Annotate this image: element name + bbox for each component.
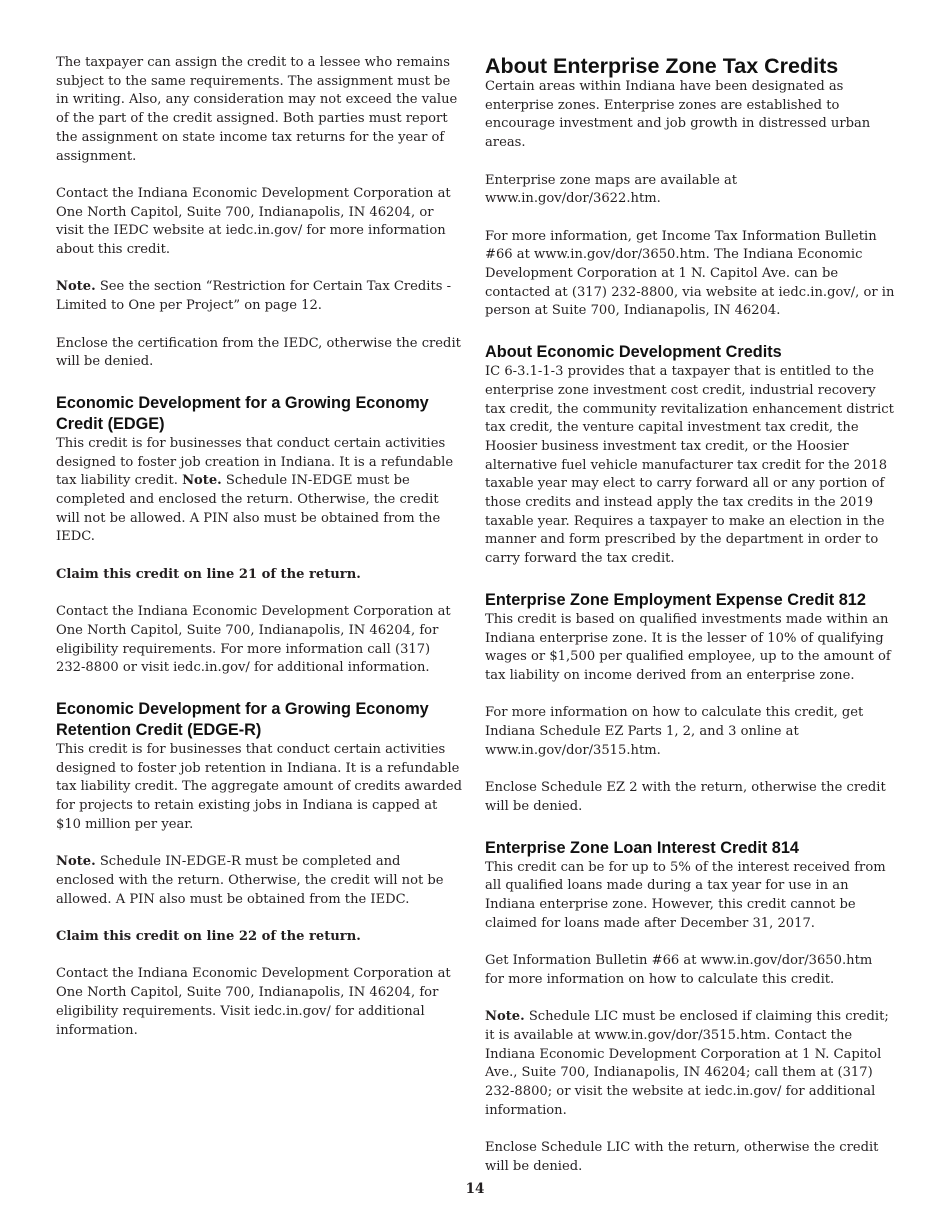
- ez-employment-enclose: Enclose Schedule EZ 2 with the return, otherwise the credit will be denied.: [485, 780, 886, 814]
- edge-description: [56, 435, 462, 547]
- ez-loan-interest-body: This credit can be for up to 5% of the interest received from all qualified loans made during a tax year for use in an Indiana enterprise zone. However, this credit cannot be claimed for loans made after December 31, 2017.: [485, 859, 886, 931]
- edge-claim-text: Claim this credit on line 21 of the return.: [56, 566, 361, 582]
- note-restriction-text: See the section “Restriction for Certain Tax Credits - Limited to One per Project” on page 12.: [56, 279, 452, 314]
- econ-dev-credits-heading: About Economic Development Credits: [485, 343, 782, 362]
- ez-intro-paragraph: Certain areas within Indiana have been designated as enterprise zones. Enterprise zones are established to encourage investment and job growth in distressed urban areas.: [485, 79, 871, 151]
- edge-r-heading: Economic Development for a Growing Economy Retention Credit (EDGE-R): [56, 700, 429, 740]
- edge-heading: Economic Development for a Growing Economy Credit (EDGE): [56, 393, 429, 433]
- ez-employment-more-info: For more information on how to calculate this credit, get Indiana Schedule EZ Parts 1, 2, and 3 online at www.in.gov/dor/3515.htm.: [485, 705, 864, 758]
- ez-more-info-paragraph: For more information, get Income Tax Information Bulletin #66 at www.in.gov/dor/3650.htm. The Indiana Economic Development Corporation at 1 N. Capitol Ave. can be contacted at (317) 232-8800, via website at iedc.in.gov/, or in person at Suite 700, Indianapolis, IN 46204.: [485, 228, 895, 319]
- edge-r-note-label: Note.: [56, 854, 96, 870]
- edge-r-contact-paragraph: Contact the Indiana Economic Development Corporation at One North Capitol, Suite 700, Indianapolis, IN 46204, for eligibility requirements. Visit iedc.in.gov/ for additional information.: [56, 966, 451, 1038]
- ez-loan-note-label: Note.: [485, 1009, 525, 1025]
- note-restriction-paragraph: [56, 278, 462, 315]
- edge-desc-start: This credit is for businesses that conduct certain activities designed to foster job creation in Indiana. It is a refundable tax liability credit.: [56, 435, 454, 489]
- ez-loan-interest-bulletin: Get Information Bulletin #66 at www.in.gov/dor/3650.htm for more information on how to calculate this credit.: [485, 953, 873, 987]
- contact-iedc-paragraph: Contact the Indiana Economic Development Corporation at One North Capitol, Suite 700, Indianapolis, IN 46204, or visit the IEDC website at iedc.in.gov/ for more information about this credit.: [56, 185, 451, 258]
- edge-r-note-text: Schedule IN-EDGE-R must be completed and enclosed with the return. Otherwise, the credit will not be allowed. A PIN also must be obtained from the IEDC.: [56, 854, 444, 907]
- enclose-certification-paragraph: Enclose the certification from the IEDC, otherwise the credit will be denied.: [56, 335, 461, 370]
- edge-r-claim-text: Claim this credit on line 22 of the return.: [56, 929, 361, 945]
- edge-r-claim-line: [56, 928, 462, 947]
- edge-r-description: This credit is for businesses that conduct certain activities designed to foster job retention in Indiana. It is a refundable tax liability credit. The aggregate amount of credits awarded for projects to retain existing jobs in Indiana is capped at $10 million per year.: [56, 742, 463, 832]
- econ-dev-credits-body: IC 6-3.1-1-3 provides that a taxpayer that is entitled to the enterprise zone investment cost credit, industrial recovery tax credit, the community revitalization enhancement district tax credit, the venture capital investment tax credit, the Hoosier business investment tax credit, or the Hoosier alternative fuel vehicle manufacturer tax credit for the 2018 taxable year may elect to carry forward all or any portion of those credits and instead apply the tax credits in the 2019 taxable year. Requires a taxpayer to make an election in the manner and form prescribed by the department in order to carry forward the tax credit.: [485, 364, 894, 567]
- edge-contact-paragraph: Contact the Indiana Economic Development Corporation at One North Capitol, Suite 700, Indianapolis, IN 46204, for eligibility requirements. For more information call (317) 232-8800 or visit iedc.in.gov/ for additional information.: [56, 604, 451, 676]
- left-column: [56, 54, 462, 1040]
- ez-employment-body: This credit is based on qualified investments made within an Indiana enterprise zone. It is the lesser of 10% of qualifying wages or $1,500 per qualified employee, up to the amount of tax liability on income derived from an enterprise zone.: [485, 611, 891, 683]
- edge-note-label: Note.: [182, 473, 222, 489]
- page-number: 14: [465, 1181, 485, 1197]
- ez-maps-paragraph: Enterprise zone maps are available at www.in.gov/dor/3622.htm.: [485, 172, 738, 207]
- right-column: [485, 54, 895, 1176]
- note-label: Note.: [56, 279, 96, 295]
- ez-employment-heading: Enterprise Zone Employment Expense Credit 812: [485, 590, 866, 609]
- ez-loan-interest-heading: Enterprise Zone Loan Interest Credit 814: [485, 838, 799, 857]
- edge-desc-end: Schedule IN-EDGE must be completed and enclosed the return. Otherwise, the credit will not be allowed. A PIN also must be obtained from the IEDC.: [56, 473, 441, 545]
- edge-claim-line: [56, 566, 462, 585]
- ez-tax-credits-heading: About Enterprise Zone Tax Credits: [485, 54, 839, 78]
- ez-loan-interest-note-paragraph: [485, 1008, 895, 1120]
- assign-paragraph: The taxpayer can assign the credit to a lessee who remains subject to the same requirements. The assignment must be in writing. Also, any consideration may not exceed the value of the part of the credit assigned. Both parties must report the assignment on state income tax returns for the year of assignment.: [56, 55, 458, 164]
- ez-loan-interest-enclose: Enclose Schedule LIC with the return, otherwise the credit will be denied.: [485, 1140, 879, 1174]
- ez-loan-note-text: Schedule LIC must be enclosed if claiming this credit; it is available at www.in.gov/dor/3515.htm. Contact the Indiana Economic Development Corporation at 1 N. Capitol Ave., Suite 700, Indianapolis, IN 46204; call them at (317) 232-8800; or visit the website at iedc.in.gov/ for additional information.: [485, 1009, 889, 1118]
- edge-r-note-paragraph: [56, 853, 462, 909]
